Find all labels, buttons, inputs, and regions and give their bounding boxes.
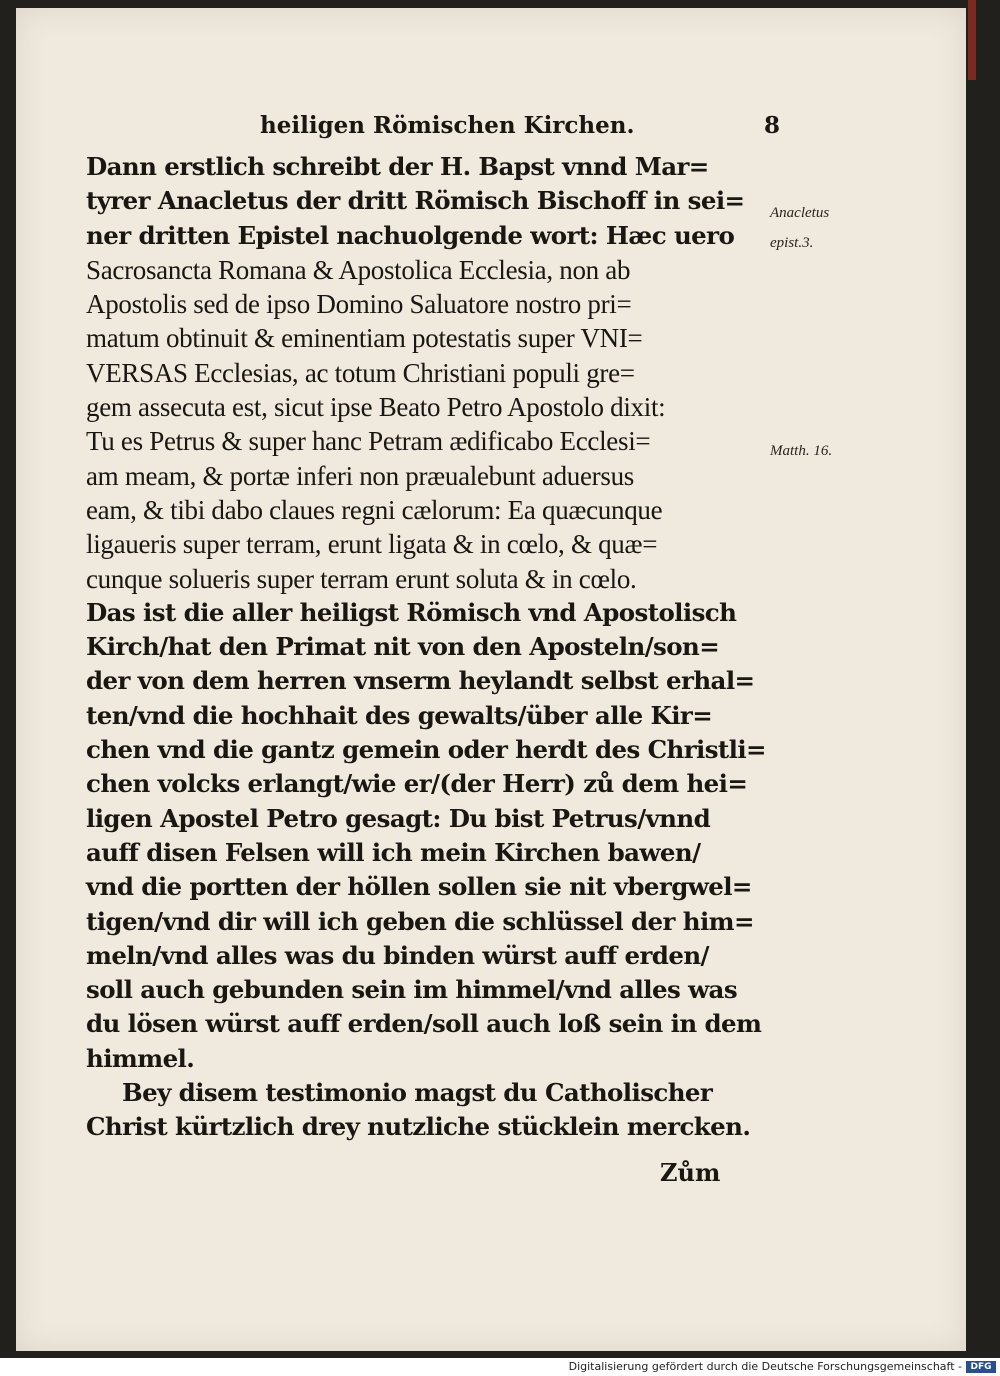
text-line: chen vnd die gantz gemein oder herdt des Christli= bbox=[86, 735, 766, 765]
text-line: VERSAS Ecclesias, ac totum Christiani populi gre= bbox=[86, 357, 635, 388]
margin-note-anacletus: Anacletus bbox=[770, 205, 830, 221]
main-text-block bbox=[86, 150, 766, 1145]
text-line: ner dritten Epistel nachuolgende wort: Hæc uero bbox=[86, 220, 735, 250]
text-line: chen volcks erlangt/wie er/(der Herr) zů dem hei= bbox=[86, 769, 748, 799]
text-line: ten/vnd die hochhait des gewalts/über alle Kir= bbox=[86, 700, 713, 730]
footer-bar bbox=[0, 1358, 1000, 1376]
text-line: cunque solueris super terram erunt soluta & in cœlo. bbox=[86, 563, 637, 594]
text-line: gem assecuta est, sicut ipse Beato Petro Apostolo dixit: bbox=[86, 392, 666, 423]
text-line: Dann erstlich schreibt der H. Bapst vnnd Mar= bbox=[86, 152, 709, 181]
text-line: Kirch/hat den Primat nit von den Aposteln/son= bbox=[86, 632, 720, 662]
text-line: Das ist die aller heiligst Römisch vnd Apostolisch bbox=[86, 597, 737, 627]
text-line: eam, & tibi dabo claues regni cælorum: Ea quæcunque bbox=[86, 494, 663, 525]
text-line: Sacrosancta Romana & Apostolica Ecclesia, non ab bbox=[86, 254, 631, 285]
text-line: vnd die portten der höllen sollen sie nit vbergwel= bbox=[86, 872, 752, 902]
margin-note-matthew: Matth. 16. bbox=[770, 443, 833, 459]
margin-note-epistle: epist.3. bbox=[770, 235, 814, 251]
text-line: tyrer Anacletus der dritt Römisch Bischoff in sei= bbox=[86, 186, 745, 216]
text-line: Tu es Petrus & super hanc Petram ædificabo Ecclesi= bbox=[86, 426, 651, 457]
dfg-logo: DFG bbox=[966, 1361, 996, 1373]
text-line: auff disen Felsen will ich mein Kirchen bawen/ bbox=[86, 837, 701, 867]
bookmark-ribbon bbox=[968, 0, 976, 80]
text-line: himmel. bbox=[86, 1043, 195, 1073]
page-header bbox=[260, 112, 780, 148]
text-line: du lösen würst auff erden/soll auch loß sein in dem bbox=[86, 1009, 762, 1039]
text-line: ligaueris super terram, erunt ligata & in cœlo, & quæ= bbox=[86, 529, 658, 560]
text-line: ligen Apostel Petro gesagt: Du bist Petrus/vnnd bbox=[86, 803, 711, 833]
funding-credit: Digitalisierung gefördert durch die Deutsche Forschungsgemeinschaft - bbox=[568, 1360, 962, 1373]
text-line: Christ kürtzlich drey nutzliche stücklein mercken. bbox=[86, 1112, 751, 1142]
text-line: matum obtinuit & eminentiam potestatis super VNI= bbox=[86, 323, 643, 354]
running-title: heiligen Römischen Kirchen. bbox=[260, 112, 635, 139]
text-line: soll auch gebunden sein im himmel/vnd alles was bbox=[86, 975, 738, 1005]
text-line: Apostolis sed de ipso Domino Saluatore nostro pri= bbox=[86, 289, 632, 320]
page-number: 8 bbox=[763, 112, 780, 139]
catchword: Zům bbox=[660, 1158, 721, 1187]
text-line: tigen/vnd dir will ich geben die schlüssel der him= bbox=[86, 906, 754, 936]
text-line: meln/vnd alles was du binden würst auff erden/ bbox=[86, 940, 709, 970]
text-line: der von dem herren vnserm heylandt selbst erhal= bbox=[86, 666, 755, 696]
text-line: am meam, & portæ inferi non præualebunt aduersus bbox=[86, 460, 634, 491]
text-line: Bey disem testimonio magst du Catholischer bbox=[122, 1078, 713, 1108]
